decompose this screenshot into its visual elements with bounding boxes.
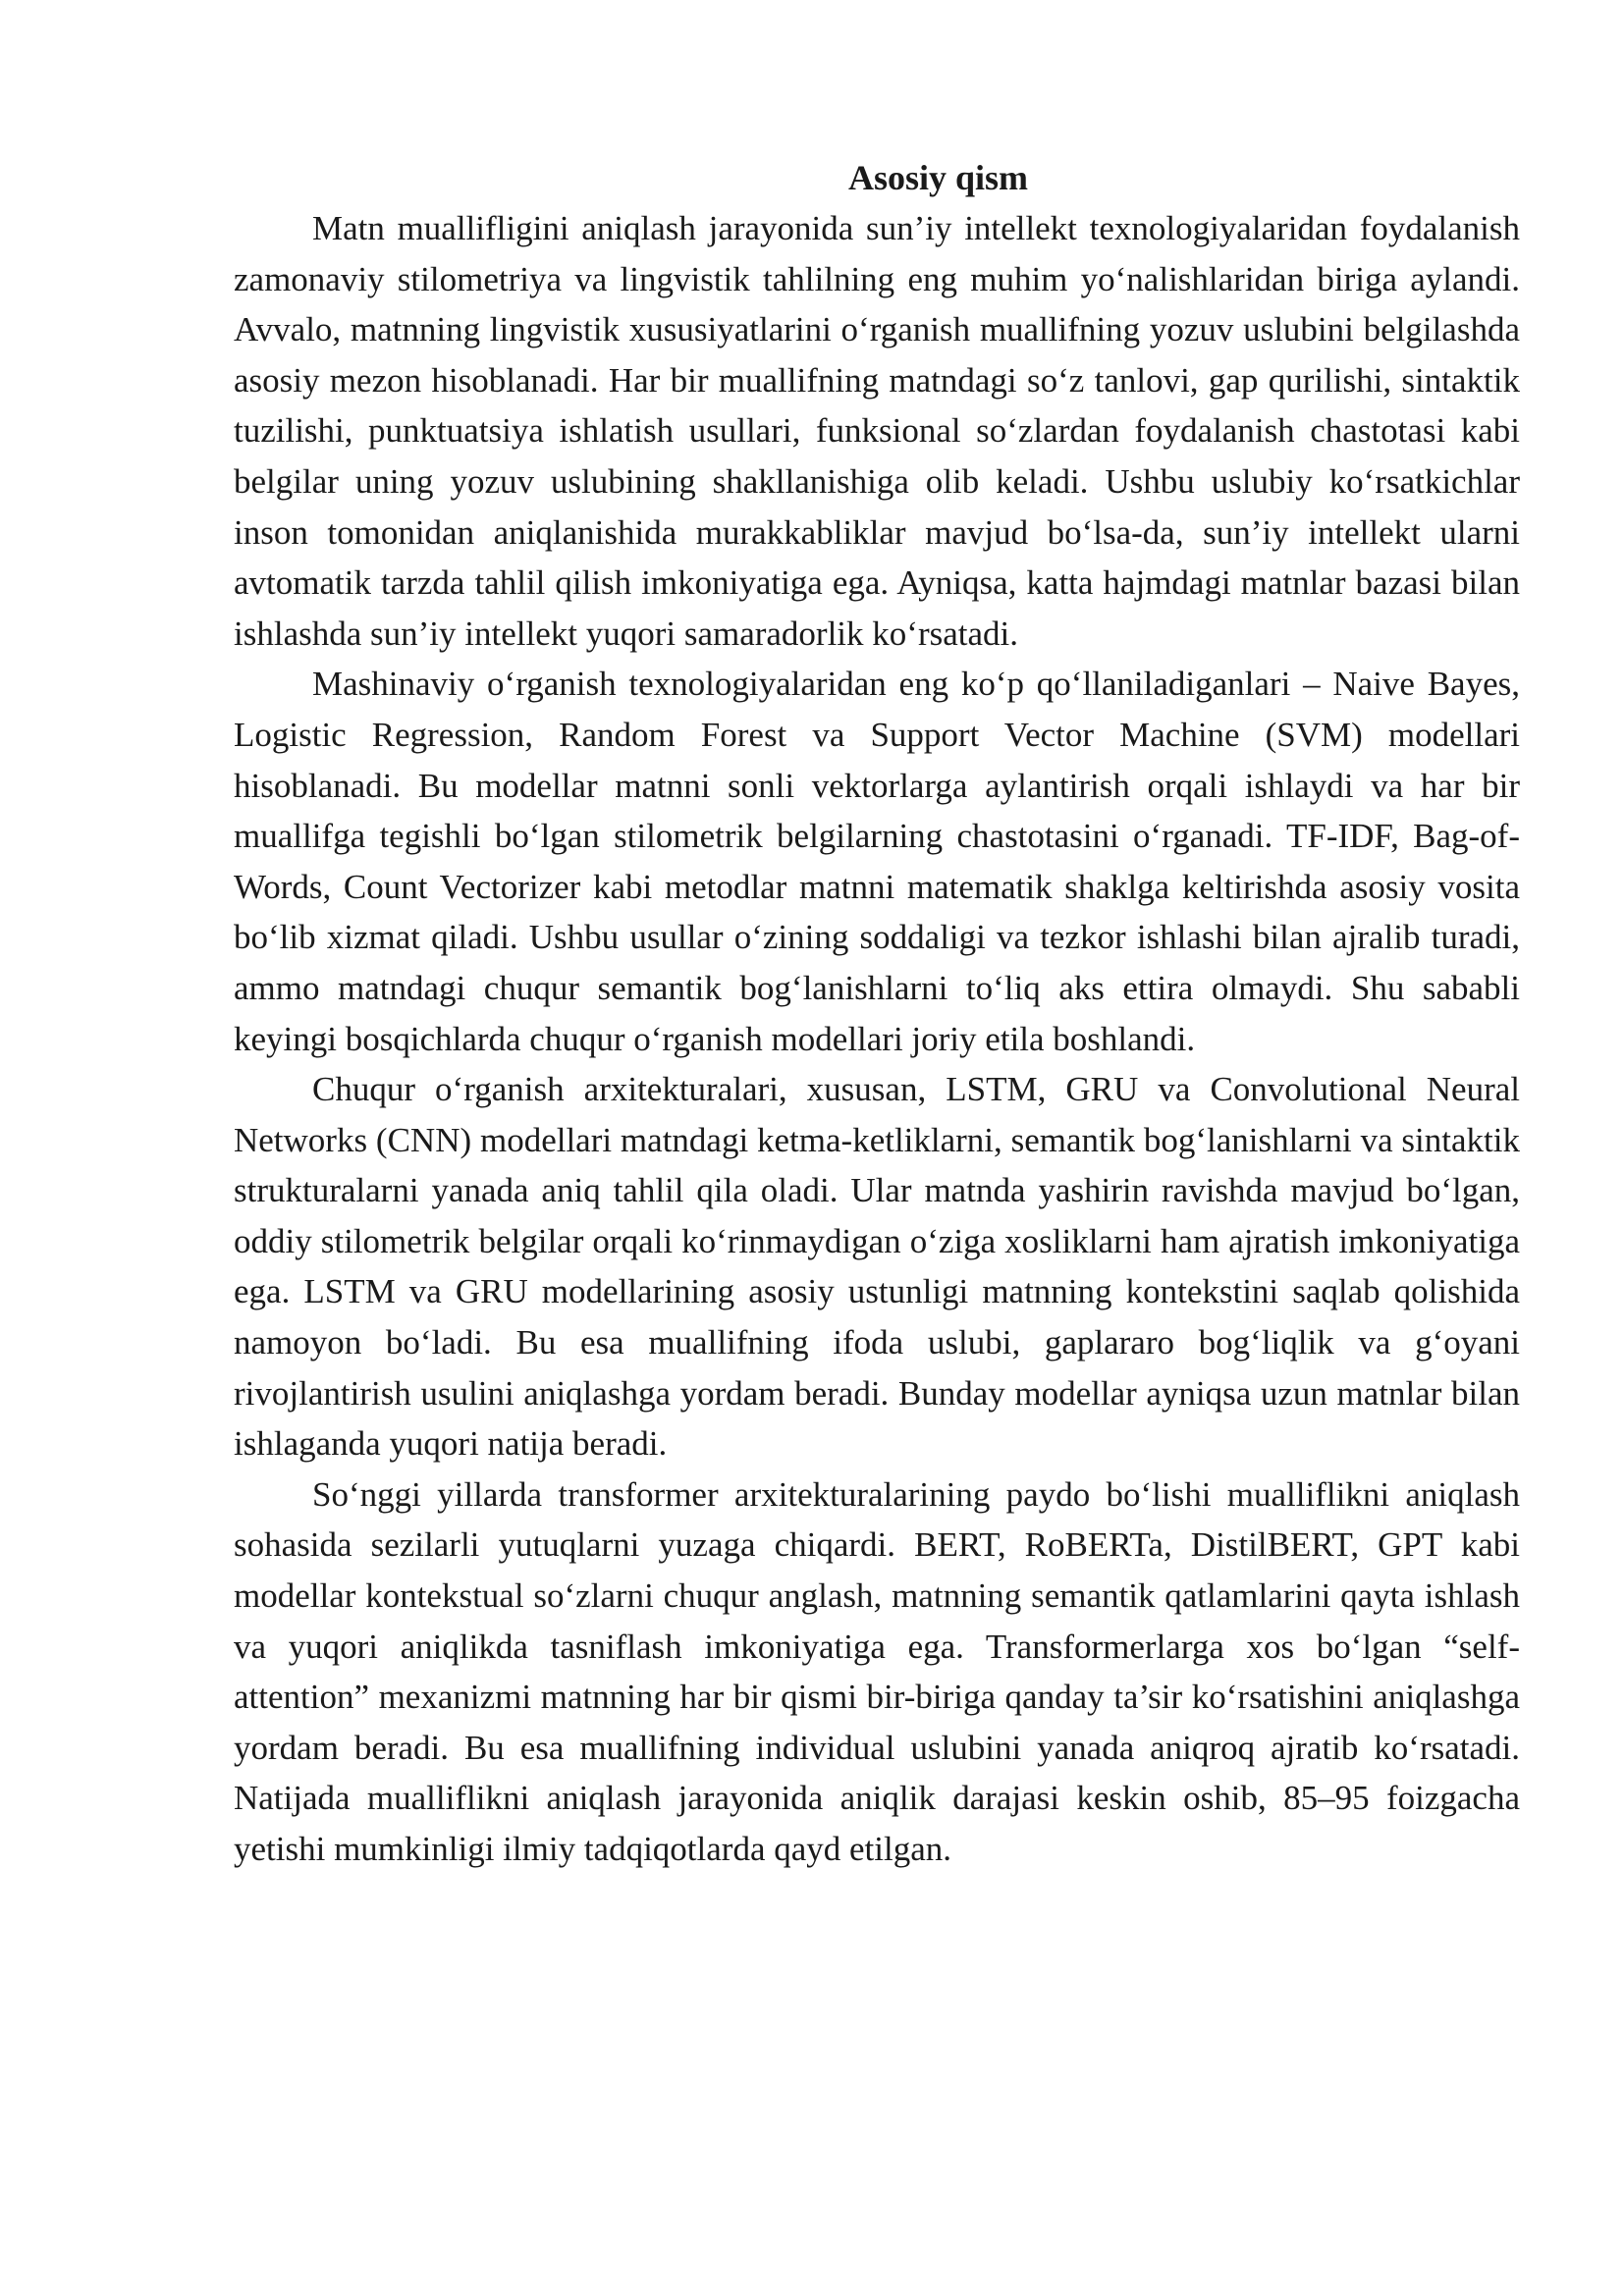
- section-heading: Asosiy qism: [847, 158, 1029, 197]
- paragraph-3: Chuqur o‘rganish arxitekturalari, xususan, LSTM, GRU va Convolutional Neural Networks (CNN) modellari matndagi ketma-ketliklarni, semantik bog‘lanishlarni va sintaktik strukturalarni yanada aniq tahlil qila oladi. Ular matnda yashirin ravishda mavjud bo‘lgan, oddiy stilometrik belgilar orqali ko‘rinmaydigan o‘ziga xosliklarni ham ajratish imkoniyatiga ega. LSTM va GRU modellarining asosiy ustunligi matnning kontekstini saqlab qolishida namoyon bo‘ladi. Bu esa muallifning ifoda uslubi, gaplararo bog‘liqlik va g‘oyani rivojlantirish usulini aniqlashga yordam beradi. Bunday modellar ayniqsa uzun matnlar bilan ishlaganda yuqori natija beradi.: [234, 1070, 1520, 1464]
- document-body: [234, 152, 1520, 1875]
- paragraph-2: Mashinaviy o‘rganish texnologiyalaridan eng ko‘p qo‘llaniladiganlari – Naive Bayes, Logistic Regression, Random Forest va Support Vector Machine (SVM) modellari hisoblanadi. Bu modellar matnni sonli vektorlarga aylantirish orqali ishlaydi va har bir muallifga tegishli bo‘lgan stilometrik belgilarning chastotasini o‘rganadi. TF-IDF, Bag-of-Words, Count Vectorizer kabi metodlar matnni matematik shaklga keltirishda asosiy vosita bo‘lib xizmat qiladi. Ushbu usullar o‘zining soddaligi va tezkor ishlashi bilan ajralib turadi, ammo matndagi chuqur semantik bog‘lanishlarni to‘liq aks ettira olmaydi. Shu sababli keyingi bosqichlarda chuqur o‘rganish modellari joriy etila boshlandi.: [234, 665, 1520, 1058]
- paragraph-4: So‘nggi yillarda transformer arxitekturalarining paydo bo‘lishi mualliflikni aniqlash sohasida sezilarli yutuqlarni yuzaga chiqardi. BERT, RoBERTa, DistilBERT, GPT kabi modellar kontekstual so‘zlarni chuqur anglash, matnning semantik qatlamlarini qayta ishlash va yuqori aniqlikda tasniflash imkoniyatiga ega. Transformerlarga xos bo‘lgan “self-attention” mexanizmi matnning har bir qismi bir-biriga qanday ta’sir ko‘rsatishini aniqlashga yordam beradi. Bu esa muallifning individual uslubini yanada aniqroq ajratib ko‘rsatadi. Natijada mualliflikni aniqlash jarayonida aniqlik darajasi keskin oshib, 85–95 foizgacha yetishi mumkinligi ilmiy tadqiqotlarda qayd etilgan.: [234, 1474, 1520, 1868]
- paragraph-1: Matn muallifligini aniqlash jarayonida sun’iy intellekt texnologiyalaridan foydalanish zamonaviy stilometriya va lingvistik tahlilning eng muhim yo‘nalishlaridan biriga aylandi. Avvalo, matnning lingvistik xususiyatlarini o‘rganish muallifning yozuv uslubini belgilashda asosiy mezon hisoblanadi. Har bir muallifning matndagi so‘z tanlovi, gap qurilishi, sintaktik tuzilishi, punktuatsiya ishlatish usullari, funksional so‘zlardan foydalanish chastotasi kabi belgilar uning yozuv uslubining shakllanishiga olib keladi. Ushbu uslubiy ko‘rsatkichlar inson tomonidan aniqlanishida murakkabliklar mavjud bo‘lsa-da, sun’iy intellekt ularni avtomatik tarzda tahlil qilish imkoniyatiga ega. Ayniqsa, katta hajmdagi matnlar bazasi bilan ishlashda sun’iy intellekt yuqori samaradorlik ko‘rsatadi.: [234, 209, 1520, 653]
